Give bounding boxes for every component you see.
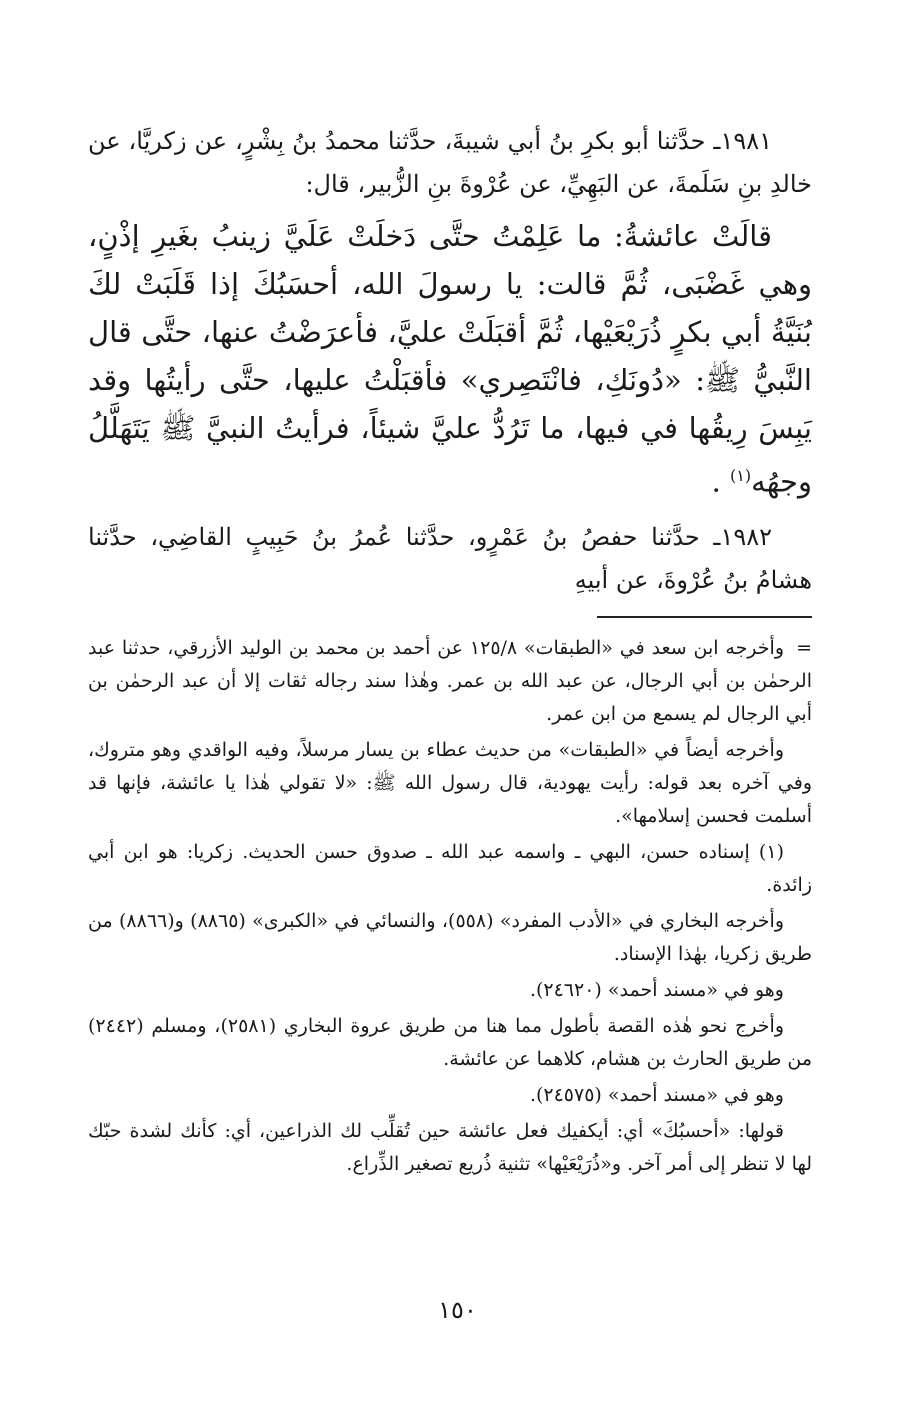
footnote-paragraph: وأخرج نحو هٰذه القصة بأطول مما هنا من طريق عروة البخاري (٢٥٨١)، ومسلم (٢٤٤٢) من طريق الحارث بن هشام، كلاهما عن عائشة. [88, 1014, 812, 1070]
hadith-1981-matn-text: قالَتْ عائشةُ: ما عَلِمْتُ حتَّى دَخلَتْ عَلَيَّ زينبُ بغَيرِ إذْنٍ، وهي غَضْبَى، ثُمَّ قالت: يا رسولَ الله، أحسَبُكَ إذا قَلَبَتْ لكَ بُنَيَّةُ أبي بكرٍ ذُرَيْعَيْها، ثُمَّ أقبَلَتْ عليَّ، فأعرَضْتُ عنها، حتَّى قال النَّبيُّ ﷺ: «دُونَكِ، فانْتَصِري» فأقبَلْتُ عليها، حتَّى رأيتُها وقد يَبِسَ رِيقُها في فيها، ما تَرُدُّ عليَّ شيئاً، فرأيتُ النبيَّ ﷺ يَتَهَلَّلُ وجهُه [88, 219, 812, 499]
continuation-mark: = [796, 636, 812, 659]
hadith-1982-isnad: ١٩٨٢ـ حدَّثنا حفصُ بنُ عَمْرٍو، حدَّثنا عُمرُ بنُ حَبِيبٍ القاضِي، حدَّثنا هشامُ بنُ عُرْوةَ، عن أبيهِ [88, 522, 812, 594]
end-mark: . [711, 464, 721, 499]
hadith-1981-isnad: ١٩٨١ـ حدَّثنا أبو بكرِ بنُ أبي شيبةَ، حدَّثنا محمدُ بنُ بِشْرٍ، عن زكريَّا، عن خالدِ بنِ سَلَمةَ، عن البَهِيِّ، عن عُرْوةَ بنِ الزُّبير، قال: [88, 127, 812, 198]
footnote-continuation-text: وأخرجه ابن سعد في «الطبقات» ١٢٥/٨ عن أحمد بن محمد بن الوليد الأزرقي، حدثنا عبد الرحمٰن بن أبي الرجال، عن عبد الله بن عمر. وهٰذا سند رجاله ثقات إلا أن عبد الرحمٰن بن أبي الرجال لم يسمع من ابن عمر. [88, 636, 812, 725]
footnote-ref-1[interactable]: (١) [730, 466, 752, 485]
footnote-paragraph: قولها: «أحسبُكَ» أي: أيكفيك فعل عائشة حين تُقلِّب لك الذراعين، أي: كأنك لشدة حبّك لها لا تنظر إلى أمر آخر. و«ذُرَيْعَيْها» تثنية ذُريع تصغير الذِّراع. [88, 1119, 812, 1175]
page-number: ١٥٠ [438, 1296, 477, 1324]
footnote-continuation [88, 632, 812, 731]
footnote-paragraph: وأخرجه أيضاً في «الطبقات» من حديث عطاء بن يسار مرسلاً، وفيه الواقدي وهو متروك، وفي آخره بعد قوله: رأيت يهودية، قال رسول الله ﷺ: «لا تقولي هٰذا يا عائشة، فإنها قد أسلمت فحسن إسلامها». [88, 738, 812, 827]
footnote-1: (١) إسناده حسن، البهي ـ واسمه عبد الله ـ صدوق حسن الحديث. زكريا: هو ابن أبي زائدة. [88, 840, 812, 896]
footnote-paragraph: وهو في «مسند أحمد» (٢٤٥٧٥). [529, 1083, 784, 1106]
footnote-divider [597, 616, 812, 618]
footnote-paragraph: وأخرجه البخاري في «الأدب المفرد» (٥٥٨)، والنسائي في «الكبرى» (٨٨٦٥) و(٨٨٦٦) من طريق زكريا، بهٰذا الإسناد. [88, 909, 812, 965]
hadith-1981-matn [88, 212, 812, 506]
footnote-paragraph: وهو في «مسند أحمد» (٢٤٦٢٠). [529, 978, 784, 1001]
page-body [88, 120, 812, 1320]
